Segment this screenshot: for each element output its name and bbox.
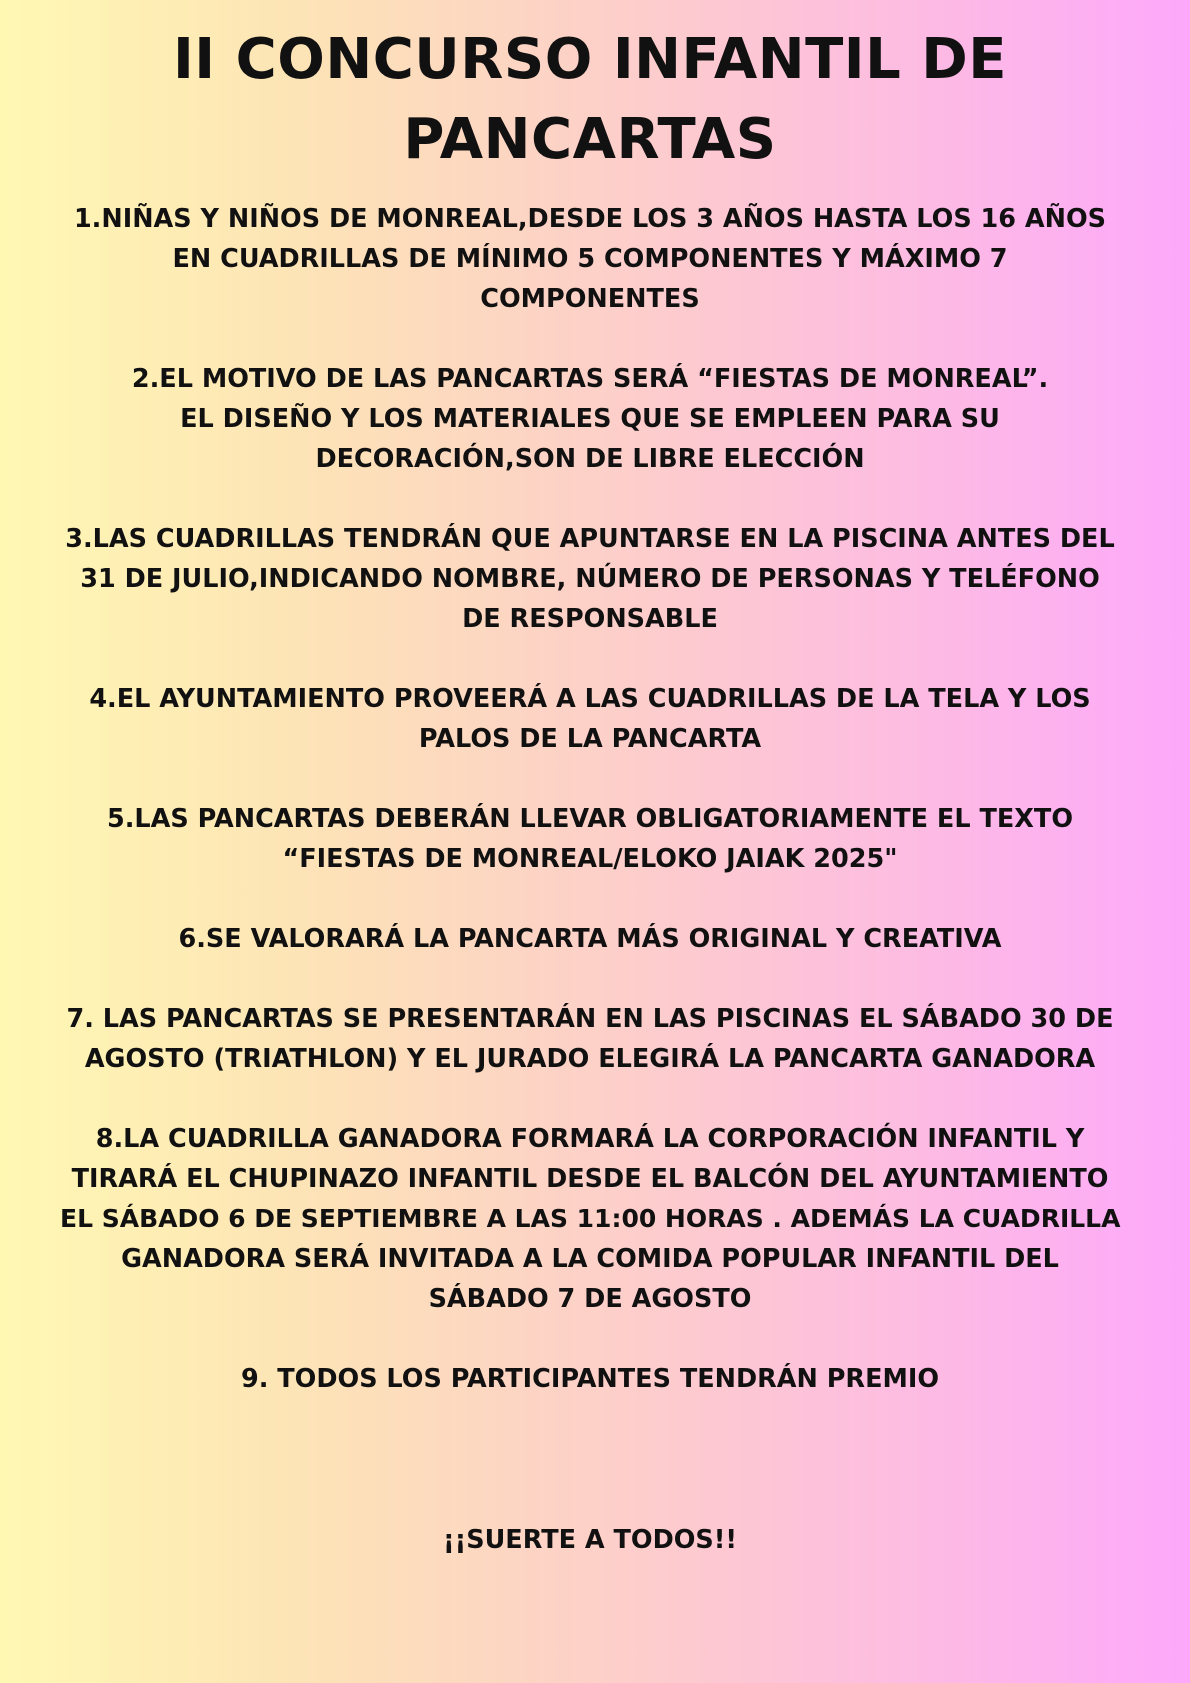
title-line: II CONCURSO INFANTIL DE (172, 27, 1008, 92)
rule-line: DECORACIÓN,SON DE LIBRE ELECCIÓN (315, 444, 865, 474)
closing-message: ¡¡SUERTE A TODOS!! (442, 1525, 738, 1555)
rule-line: COMPONENTES (480, 284, 700, 314)
page-title (80, 20, 1100, 180)
rule-3 (60, 519, 1120, 639)
rule-7 (60, 999, 1120, 1079)
rule-line: 2.EL MOTIVO DE LAS PANCARTAS SERÁ “FIESTAS DE MONREAL”. (131, 364, 1049, 394)
rule-line: AGOSTO (TRIATHLON) Y EL JURADO ELEGIRÁ LA PANCARTA GANADORA (84, 1044, 1096, 1074)
rule-line: 6.SE VALORARÁ LA PANCARTA MÁS ORIGINAL Y CREATIVA (178, 924, 1002, 954)
rule-line: 7. LAS PANCARTAS SE PRESENTARÁN EN LAS PISCINAS EL SÁBADO 30 DE (66, 1004, 1114, 1034)
rule-2 (60, 359, 1120, 479)
rule-line: 9. TODOS LOS PARTICIPANTES TENDRÁN PREMIO (240, 1364, 940, 1394)
rule-line: 5.LAS PANCARTAS DEBERÁN LLEVAR OBLIGATORIAMENTE EL TEXTO (107, 804, 1073, 834)
rule-4 (60, 679, 1120, 759)
rule-8 (60, 1119, 1120, 1319)
rule-9 (60, 1359, 1120, 1399)
rule-line: EL DISEÑO Y LOS MATERIALES QUE SE EMPLEEN PARA SU (180, 404, 1000, 434)
rule-1 (60, 199, 1120, 319)
rule-line: TIRARÁ EL CHUPINAZO INFANTIL DESDE EL BALCÓN DEL AYUNTAMIENTO (71, 1164, 1109, 1194)
rule-5 (60, 799, 1120, 879)
rule-line: 4.EL AYUNTAMIENTO PROVEERÁ A LAS CUADRILLAS DE LA TELA Y LOS (89, 684, 1091, 714)
rule-line: 8.LA CUADRILLA GANADORA FORMARÁ LA CORPORACIÓN INFANTIL Y (95, 1124, 1085, 1154)
rule-line: 31 DE JULIO,INDICANDO NOMBRE, NÚMERO DE PERSONAS Y TELÉFONO (80, 564, 1100, 594)
rule-line: GANADORA SERÁ INVITADA A LA COMIDA POPULAR INFANTIL DEL (121, 1244, 1059, 1274)
rule-line: “FIESTAS DE MONREAL/ELOKO JAIAK 2025" (282, 844, 898, 874)
rule-line: DE RESPONSABLE (462, 604, 718, 634)
rule-line: 3.LAS CUADRILLAS TENDRÁN QUE APUNTARSE EN LA PISCINA ANTES DEL (65, 524, 1115, 554)
rule-line: SÁBADO 7 DE AGOSTO (428, 1284, 752, 1314)
rule-line: 1.NIÑAS Y NIÑOS DE MONREAL,DESDE LOS 3 AÑOS HASTA LOS 16 AÑOS (73, 204, 1107, 234)
rule-6 (60, 919, 1120, 959)
rules-list (60, 199, 1120, 1439)
rule-line: PALOS DE LA PANCARTA (418, 724, 762, 754)
rule-line: EN CUADRILLAS DE MÍNIMO 5 COMPONENTES Y MÁXIMO 7 (172, 244, 1008, 274)
rule-line: EL SÁBADO 6 DE SEPTIEMBRE A LAS 11:00 HORAS . ADEMÁS LA CUADRILLA (60, 1204, 1121, 1233)
title-line: PANCARTAS (403, 107, 777, 172)
